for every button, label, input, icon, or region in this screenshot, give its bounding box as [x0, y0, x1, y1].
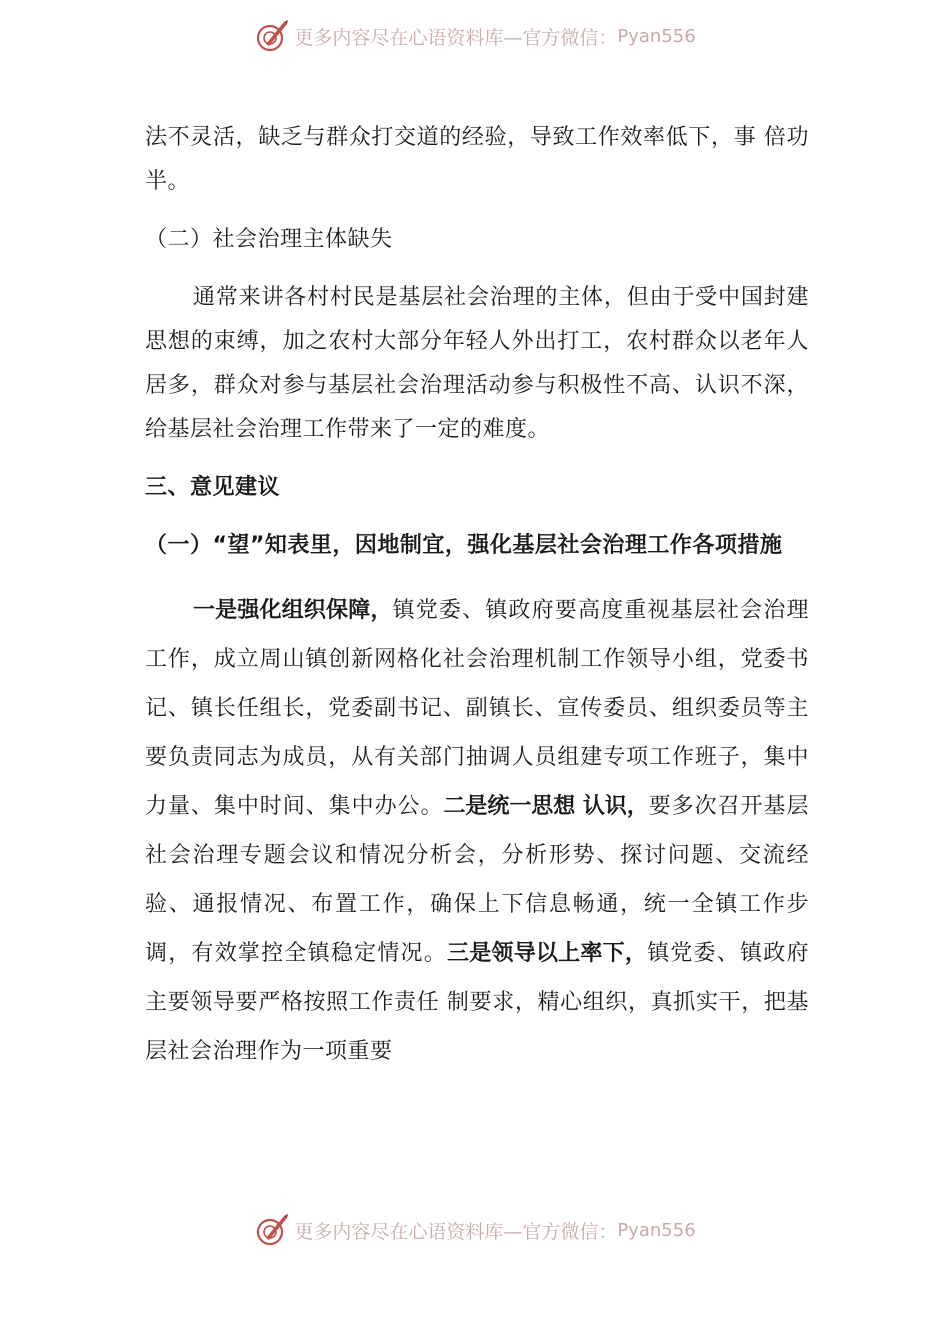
point-1-lead: 一是强化组织保障，: [193, 598, 393, 623]
watermark-text: 更多内容尽在心语资料库—官方微信：: [294, 1220, 618, 1243]
watermark-header: [0, 16, 950, 56]
watermark-footer: [0, 1210, 950, 1250]
watermark-text: 更多内容尽在心语资料库—官方微信：: [294, 26, 618, 49]
point-3-text: 镇党委、镇政府主要领导要严格按照工作责任 制要求，精心组织，真抓实干，把基层社会治理作为一项重要: [145, 941, 809, 1064]
section-heading-2: （二）社会治理主体缺失: [145, 227, 393, 252]
watermark-wechat-id: Pyan556: [617, 1219, 696, 1241]
subsection-heading-3-1: （一）“望”知表里，因地制宜，强化基层社会治理工作各项措施: [145, 533, 783, 558]
paragraph-continued: 法不灵活，缺乏与群众打交道的经验，导致工作效率低下，事 倍功半。: [145, 125, 809, 194]
section-heading-3: 三、意见建议: [145, 475, 281, 500]
paragraph-measures: [145, 586, 809, 1076]
point-3-lead: 三是领导以上率下，: [447, 941, 648, 966]
watermark-wechat-id: Pyan556: [617, 25, 696, 47]
point-1-text: 镇党委、镇政府要高度重视基层社会治理工作，成立周山镇创新网格化社会治理机制工作领导小组，党委书记、镇长任组长，党委副书记、副镇长、宣传委员、组织委员等主要负责同志为成员，从有关部门抽调人员组建专项工作班子，集中力量、集中时间、集中办公。: [145, 598, 809, 819]
paragraph-subject-missing: 通常来讲各村村民是基层社会治理的主体，但由于受中国封建思想的束缚，加之农村大部分年轻人外出打工，农村群众以老年人居多，群众对参与基层社会治理活动参与积极性不高、认识不深，给基层社会治理工作带来了一定的难度。: [145, 285, 809, 442]
point-2-lead: 二是统一思想 认识，: [443, 794, 649, 819]
document-body: [145, 116, 809, 1076]
quill-seal-icon: [254, 18, 290, 54]
quill-seal-icon: [254, 1212, 290, 1248]
point-2-text: 要多次召开基层社会治理专题会议和情况分析会，分析形势、探讨问题、交流经验、通报情况、布置工作，确保上下信息畅通，统一全镇工作步调，有效掌控全镇稳定情况。: [145, 794, 809, 966]
